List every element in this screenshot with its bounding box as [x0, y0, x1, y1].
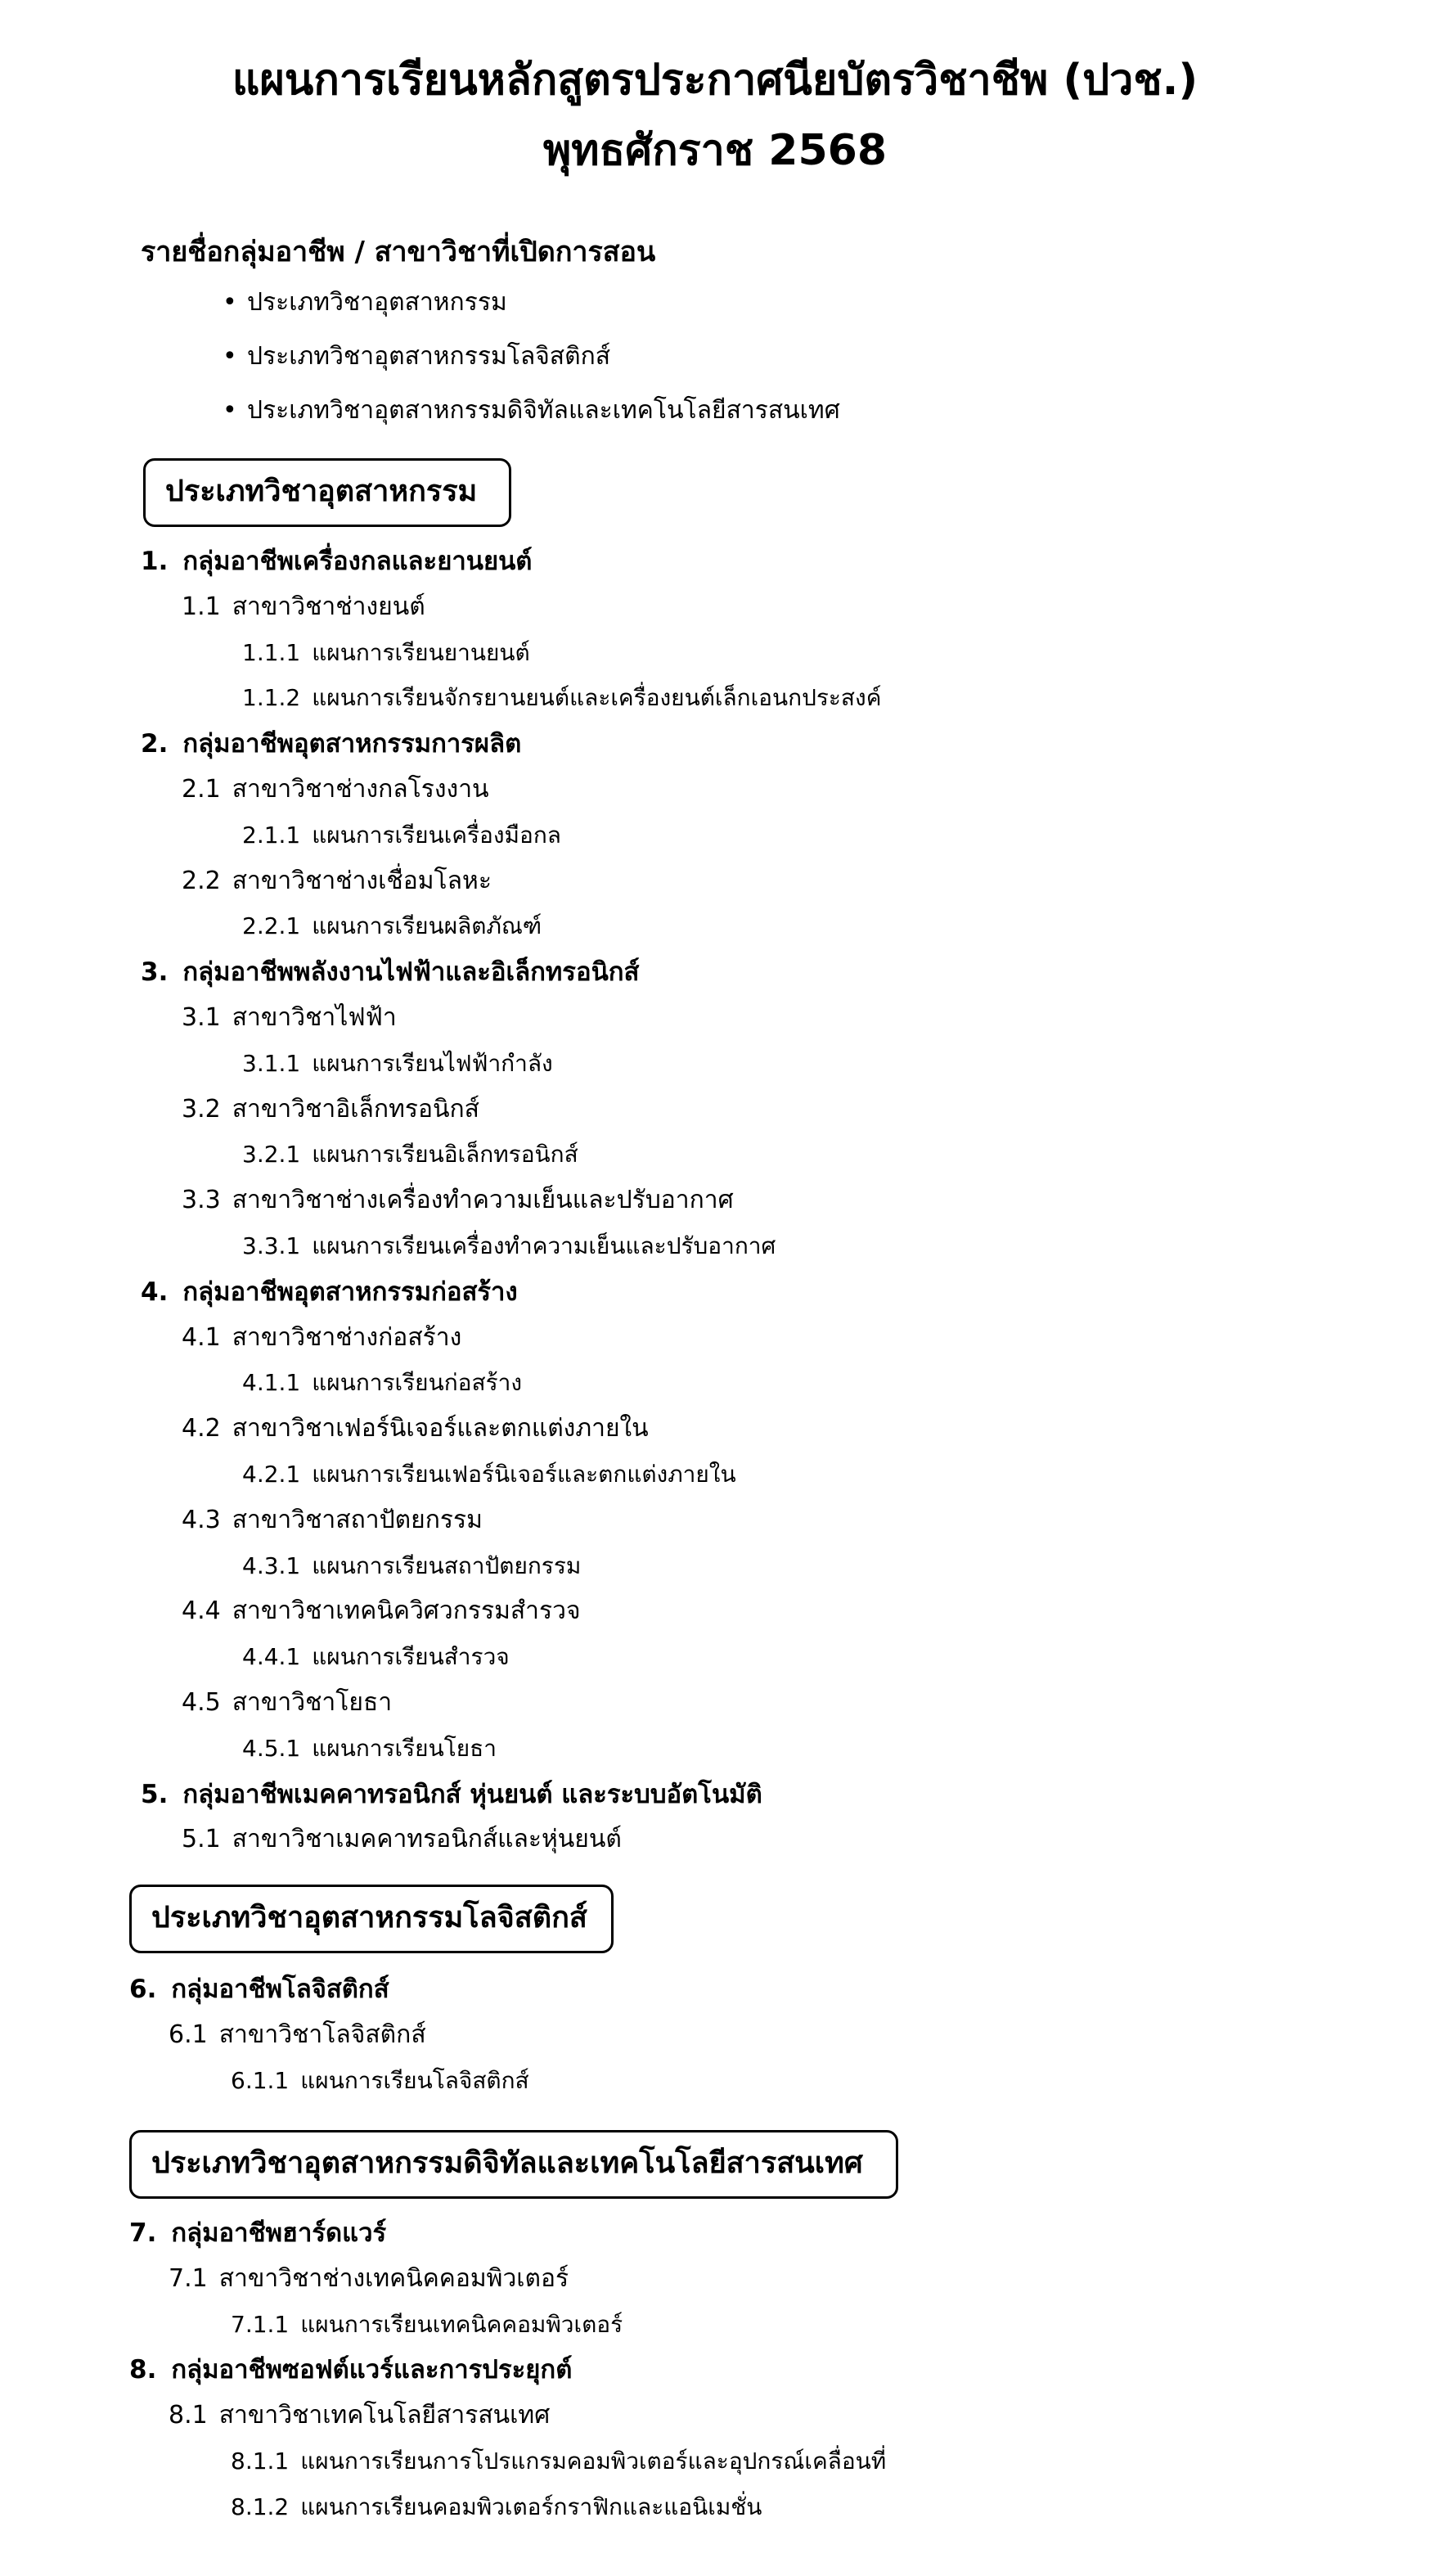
item-text: สาขาวิชาเมคคาทรอนิกส์และหุ่นยนต์: [232, 1825, 622, 1853]
item-number: 3.2: [182, 1095, 221, 1124]
item-number: 8.1.2: [231, 2493, 290, 2520]
item-text: สาขาวิชาช่างเครื่องทำความเย็นและปรับอากาศ: [232, 1186, 734, 1214]
item-number: 7.1: [169, 2264, 208, 2293]
major-item: [182, 1000, 397, 1036]
item-text: กลุ่มอาชีพเมคคาทรอนิกส์ หุ่นยนต์ และระบบอัตโนมัติ: [182, 1780, 762, 1809]
item-number: 5.: [141, 1780, 169, 1809]
item-number: 4.3.1: [242, 1552, 301, 1579]
item-number: 5.1: [182, 1825, 221, 1853]
major-item: [182, 1502, 483, 1538]
study-plan-item: [242, 1731, 497, 1767]
occupation-group: [129, 1971, 389, 2007]
item-number: 6.1.1: [231, 2067, 290, 2094]
occupation-group: [141, 726, 521, 762]
study-plan-item: [242, 1639, 510, 1675]
major-item: [182, 1593, 581, 1629]
item-text: แผนการเรียนอิเล็กทรอนิกส์: [312, 1141, 578, 1168]
item-text: แผนการเรียนไฟฟ้ากำลัง: [312, 1050, 553, 1077]
study-plan-item: [242, 1046, 553, 1082]
item-text: สาขาวิชาช่างยนต์: [232, 592, 425, 621]
item-number: 1.1.2: [242, 684, 301, 711]
item-text: แผนการเรียนผลิตภัณฑ์: [312, 912, 542, 939]
item-number: 4.3: [182, 1506, 221, 1534]
category-item: • ประเภทวิชาอุตสาหกรรมโลจิสติกส์: [223, 342, 611, 371]
item-number: 3.2.1: [242, 1141, 301, 1168]
item-number: 3.1.1: [242, 1050, 301, 1077]
item-text: สาขาวิชาเทคนิควิศวกรรมสำรวจ: [232, 1596, 581, 1625]
item-text: แผนการเรียนโลจิสติกส์: [300, 2067, 529, 2094]
item-number: 4.2.1: [242, 1461, 301, 1488]
major-item: [182, 863, 492, 899]
item-number: 1.1.1: [242, 639, 301, 666]
item-number: 6.: [129, 1975, 157, 2004]
item-text: สาขาวิชาเฟอร์นิเจอร์และตกแต่งภายใน: [232, 1414, 649, 1443]
major-item: [182, 1182, 734, 1218]
item-number: 4.1: [182, 1323, 221, 1352]
item-number: 2.1: [182, 775, 221, 804]
major-item: [169, 2017, 426, 2053]
major-item: [182, 772, 489, 808]
item-number: 8.1.1: [231, 2448, 290, 2475]
categories-heading: รายชื่อกลุ่มอาชีพ / สาขาวิชาที่เปิดการสอน: [141, 236, 656, 268]
item-number: 2.2.1: [242, 912, 301, 939]
category-item: • ประเภทวิชาอุตสาหกรรม: [223, 288, 507, 317]
study-plan-item: [242, 635, 530, 671]
section-heading-box: ประเภทวิชาอุตสาหกรรมโลจิสติกส์: [129, 1885, 614, 1953]
item-text: แผนการเรียนโยธา: [312, 1735, 497, 1762]
item-number: 4.5.1: [242, 1735, 301, 1762]
item-text: แผนการเรียนสำรวจ: [312, 1643, 510, 1670]
item-text: กลุ่มอาชีพพลังงานไฟฟ้าและอิเล็กทรอนิกส์: [182, 957, 640, 987]
item-text: กลุ่มอาชีพอุตสาหกรรมการผลิต: [182, 729, 522, 759]
item-text: แผนการเรียนก่อสร้าง: [312, 1369, 523, 1396]
item-number: 3.3: [182, 1186, 221, 1214]
item-number: 1.: [141, 547, 169, 576]
item-number: 3.: [141, 957, 169, 987]
item-text: สาขาวิชาช่างเชื่อมโลหะ: [232, 867, 492, 895]
item-text: แผนการเรียนเครื่องทำความเย็นและปรับอากาศ: [312, 1232, 776, 1259]
major-item: [182, 1320, 461, 1356]
study-plan-item: [231, 2063, 529, 2099]
study-plan-item: [242, 1228, 776, 1264]
study-plan-item: [242, 908, 542, 944]
item-number: 7.: [129, 2218, 157, 2248]
item-number: 3.3.1: [242, 1232, 301, 1259]
item-number: 8.1: [169, 2401, 208, 2430]
item-text: กลุ่มอาชีพซอฟต์แวร์และการประยุกต์: [171, 2355, 573, 2385]
item-text: แผนการเรียนจักรยานยนต์และเครื่องยนต์เล็กเอนกประสงค์: [312, 684, 882, 711]
item-text: แผนการเรียนคอมพิวเตอร์กราฟิกและแอนิเมชั่น: [300, 2493, 762, 2520]
page-subtitle: พุทธศักราช 2568: [542, 126, 888, 175]
study-plan-item: [231, 2443, 886, 2479]
item-number: 2.: [141, 729, 169, 759]
item-number: 4.: [141, 1277, 169, 1307]
category-item: • ประเภทวิชาอุตสาหกรรมดิจิทัลและเทคโนโลยีสารสนเทศ: [223, 396, 840, 425]
occupation-group: [141, 1274, 518, 1310]
study-plan-item: [242, 1457, 736, 1493]
item-text: แผนการเรียนการโปรแกรมคอมพิวเตอร์และอุปกรณ์เคลื่อนที่: [300, 2448, 887, 2475]
item-text: สาขาวิชาอิเล็กทรอนิกส์: [232, 1095, 479, 1124]
major-item: [182, 1411, 649, 1447]
item-text: สาขาวิชาเทคโนโลยีสารสนเทศ: [218, 2401, 551, 2430]
study-plan-item: [231, 2489, 762, 2525]
item-number: 1.1: [182, 592, 221, 621]
item-text: กลุ่มอาชีพเครื่องกลและยานยนต์: [182, 547, 533, 576]
study-plan-item: [242, 1365, 522, 1401]
major-item: [182, 1822, 622, 1858]
item-text: กลุ่มอาชีพอุตสาหกรรมก่อสร้าง: [182, 1277, 518, 1307]
item-text: สาขาวิชาโยธา: [232, 1688, 393, 1717]
item-text: แผนการเรียนเฟอร์นิเจอร์และตกแต่งภายใน: [312, 1461, 736, 1488]
major-item: [182, 1092, 479, 1128]
item-number: 3.1: [182, 1003, 221, 1032]
item-text: สาขาวิชาช่างก่อสร้าง: [232, 1323, 462, 1352]
occupation-group: [141, 954, 639, 990]
study-plan-item: [242, 1548, 581, 1584]
item-text: สาขาวิชาช่างเทคนิคคอมพิวเตอร์: [218, 2264, 569, 2293]
item-number: 4.2: [182, 1414, 221, 1443]
item-number: 4.4.1: [242, 1643, 301, 1670]
item-text: กลุ่มอาชีพโลจิสติกส์: [171, 1975, 389, 2004]
page-title: แผนการเรียนหลักสูตรประกาศนียบัตรวิชาชีพ (ปวช.): [232, 56, 1198, 105]
item-number: 4.4: [182, 1596, 221, 1625]
occupation-group: [141, 1777, 762, 1813]
section-heading-box: ประเภทวิชาอุตสาหกรรมดิจิทัลและเทคโนโลยีสารสนเทศ: [129, 2130, 898, 2199]
major-item: [182, 589, 425, 625]
occupation-group: [141, 543, 532, 579]
item-text: แผนการเรียนเทคนิคคอมพิวเตอร์: [300, 2311, 623, 2338]
item-text: แผนการเรียนสถาปัตยกรรม: [312, 1552, 582, 1579]
item-number: 4.5: [182, 1688, 221, 1717]
item-text: สาขาวิชาช่างกลโรงงาน: [232, 775, 489, 804]
study-plan-item: [231, 2307, 623, 2343]
item-number: 4.1.1: [242, 1369, 301, 1396]
study-plan-item: [242, 817, 561, 853]
major-item: [182, 1685, 392, 1721]
item-text: แผนการเรียนยานยนต์: [312, 639, 530, 666]
item-number: 2.2: [182, 867, 221, 895]
item-text: แผนการเรียนเครื่องมือกล: [312, 822, 561, 849]
major-item: [169, 2261, 569, 2297]
item-text: สาขาวิชาไฟฟ้า: [232, 1003, 397, 1032]
study-plan-item: [242, 1137, 578, 1173]
occupation-group: [129, 2352, 572, 2388]
major-item: [169, 2398, 550, 2434]
item-text: กลุ่มอาชีพฮาร์ดแวร์: [171, 2218, 387, 2248]
item-number: 7.1.1: [231, 2311, 290, 2338]
study-plan-item: [242, 680, 881, 716]
occupation-group: [129, 2215, 386, 2251]
section-heading-box: ประเภทวิชาอุตสาหกรรม: [143, 458, 511, 527]
item-text: สาขาวิชาโลจิสติกส์: [218, 2020, 426, 2049]
item-number: 8.: [129, 2355, 157, 2385]
item-text: สาขาวิชาสถาปัตยกรรม: [232, 1506, 483, 1534]
item-number: 6.1: [169, 2020, 208, 2049]
item-number: 2.1.1: [242, 822, 301, 849]
